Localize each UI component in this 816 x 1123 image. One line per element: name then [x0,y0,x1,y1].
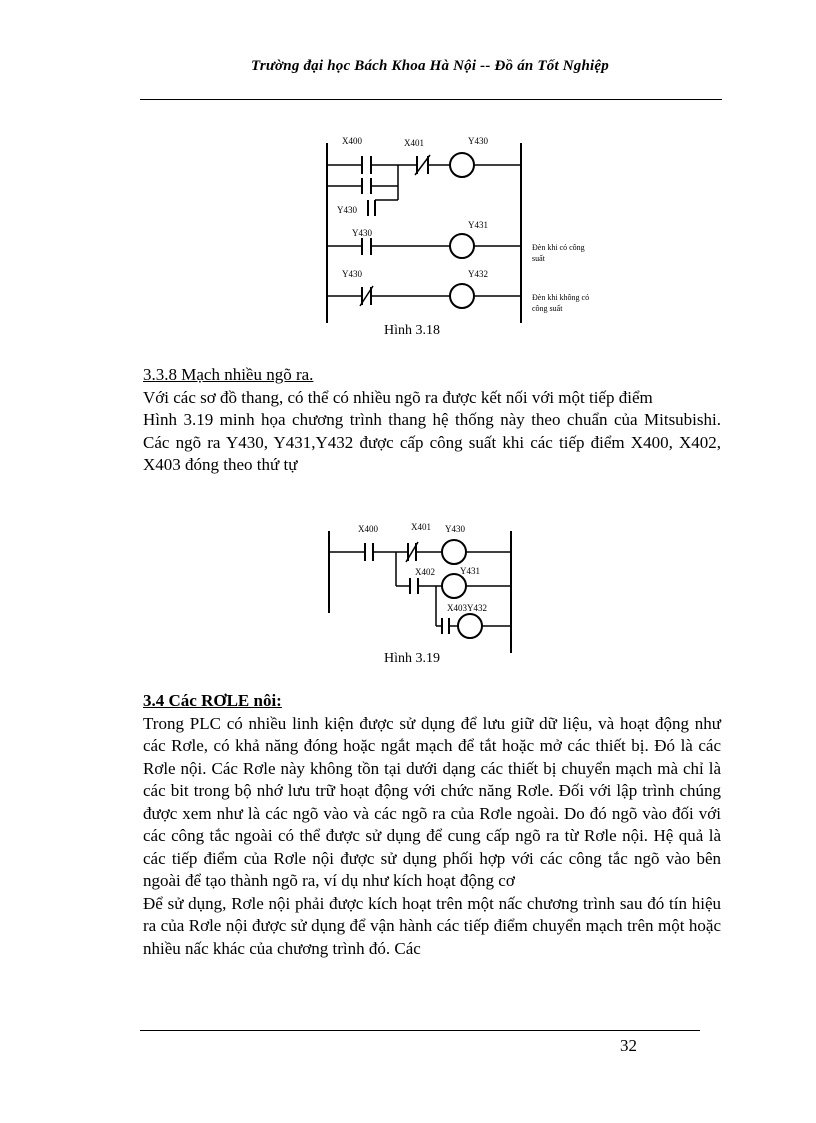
label-y430-hold: Y430 [337,205,357,215]
label-y432: Y432 [468,269,488,279]
paragraph: Hình 3.19 minh họa chương trình thang hệ thống này theo chuẩn của Mitsubishi. Các ngõ ra Y430, Y431,Y432 được cấp công suất khi các tiếp điểm X400, X402, X403 đóng theo thứ tự [143,410,721,474]
label-x400: X400 [358,524,378,534]
paragraph: Để sử dụng, Rơle nội phải được kích hoạt trên một nấc chương trình sau đó tín hiệu ra của Rơle nội được sử dụng để vận hành các tiếp điểm chuyển mạch trên một hoặc nhiều nấc khác của chương trình đó. Các [143,893,721,958]
label-x401: X401 [404,138,424,148]
label-x403-y432: X403Y432 [447,603,487,613]
paragraph: Với các sơ đồ thang, có thể có nhiều ngõ ra được kết nối với một tiếp điểm [143,387,653,407]
label-y430: Y430 [468,136,488,146]
coil-y430 [450,153,474,177]
label-x402: X402 [415,567,435,577]
note-power-off-2: công suất [532,304,563,313]
ladder-diagram-3-18 [320,128,640,328]
label-y430-r2: Y430 [352,228,372,238]
label-y430-r3: Y430 [342,269,362,279]
figure-caption-3-18: Hình 3.18 [384,323,440,338]
ladder-diagram-3-19 [320,518,520,653]
section-3-4 [143,690,721,960]
note-power-on-2: suất [532,254,545,263]
label-y431: Y431 [460,566,480,576]
label-y430: Y430 [445,524,465,534]
section-3-3-8 [143,364,721,477]
coil-y431 [450,234,474,258]
label-x401: X401 [411,522,431,532]
coil-y432 [458,614,482,638]
coil-y431 [442,574,466,598]
note-power-on-1: Đèn khi có công [532,243,585,252]
page-number: 32 [620,1036,637,1055]
footer-rule [140,1030,700,1031]
page-header: Trường đại học Bách Khoa Hà Nội -- Đồ án Tốt Nghiệp [251,58,609,74]
figure-caption-3-19: Hình 3.19 [384,651,440,666]
note-power-off-1: Đèn khi không có [532,293,590,302]
section-heading-3-4: 3.4 Các RƠLE nôi: [143,691,282,710]
label-x400: X400 [342,136,362,146]
section-heading-3-3-8: 3.3.8 Mạch nhiều ngõ ra. [143,365,314,384]
label-y431: Y431 [468,220,488,230]
paragraph: Trong PLC có nhiều linh kiện được sử dụng để lưu giữ dữ liệu, và hoạt động như các Rơle, có khả năng đóng hoặc ngắt mạch để tắt hoặc mở các thiết bị. Đó là các Rơle nội. Các Rơle này không tồn tại dưới dạng các thiết bị chuyển mạch mà chỉ là các bit trong bộ nhớ lưu trữ hoạt động với chức năng Rơle. Đối với lập trình chúng được xem như là các ngõ vào và các ngõ ra của Rơle ngoài. Do đó ngõ vào đối với các công tắc ngoài có thể được sử dụng để cung cấp ngõ ra từ Rơle nội. Hệ quả là các tiếp điểm của Rơle nội được sử dụng phối hợp với các công tắc ngõ vào bên ngoài để tạo thành ngõ ra, ví dụ như kích hoạt động cơ [143,713,721,890]
coil-y432 [450,284,474,308]
coil-y430 [442,540,466,564]
header-rule [140,99,722,100]
